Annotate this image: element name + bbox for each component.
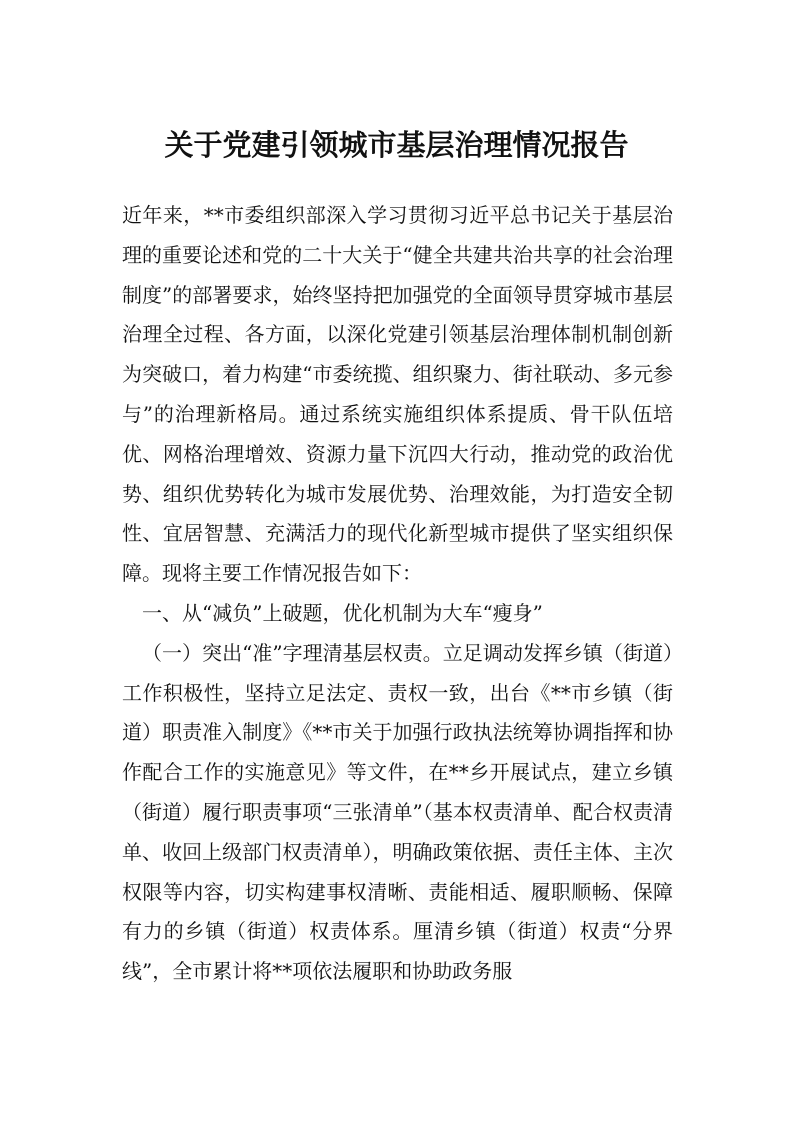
intro-paragraph: 近年来，**市委组织部深入学习贯彻习近平总书记关于基层治理的重要论述和党的二十大关于“健全共建共治共享的社会治理制度”的部署要求，始终坚持把加强党的全面领导贯穿城市基层治理全过程、各方面，以深化党建引领基层治理体制机制创新为突破口，着力构建“市委统揽、组织聚力、街社联动、多元参与”的治理新格局。通过系统实施组织体系提质、骨干队伍培优、网格治理增效、资源力量下沉四大行动，推动党的政治优势、组织优势转化为城市发展优势、治理效能，为打造安全韧性、宜居智慧、充满活力的现代化新型城市提供了坚实组织保障。现将主要工作情况报告如下：	[122, 203, 673, 586]
section-heading-1: 一、从“减负”上破题，优化机制为大车“瘦身”	[142, 600, 543, 625]
document-title: 关于党建引领城市基层治理情况报告	[164, 128, 629, 162]
document-body	[122, 196, 673, 992]
subsection-paragraph-1: （一）突出“准”字理清基层权责。立足调动发挥乡镇（街道）工作积极性，坚持立足法定、责权一致，出台《**市乡镇（街道）职责准入制度》《**市关于加强行政执法统筹协调指挥和协作配合工作的实施意见》等文件，在**乡开展试点，建立乡镇（街道）履行职责事项“三张清单”（基本权责清单、配合权责清单、收回上级部门权责清单），明确政策依据、责任主体、主次权限等内容，切实构建事权清晰、责能相适、履职顺畅、保障有力的乡镇（街道）权责体系。厘清乡镇（街道）权责“分界线”，全市累计将**项依法履职和协助政务服	[122, 640, 673, 984]
